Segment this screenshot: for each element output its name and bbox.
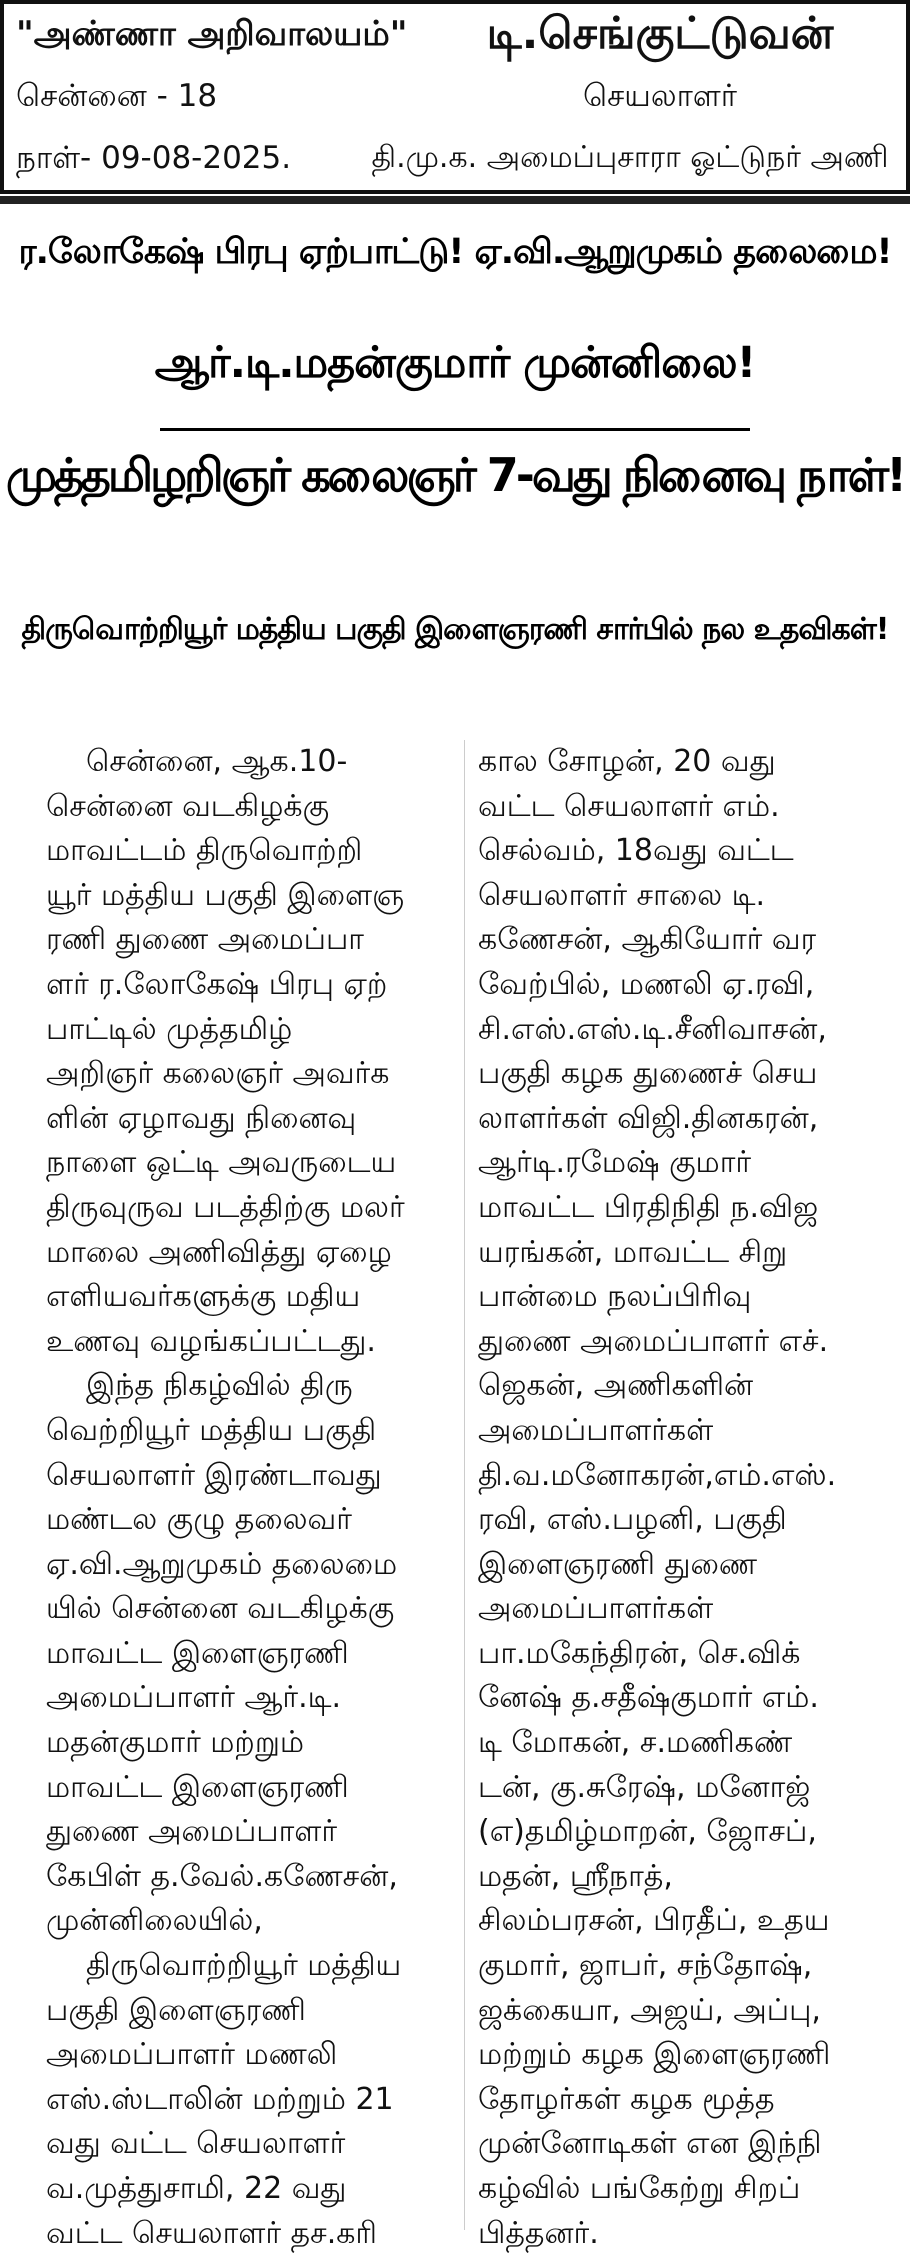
article-line: ளர் ர.லோகேஷ் பிரபு ஏற் — [46, 966, 388, 1002]
article-line: ரணி துணை அமைப்பா — [46, 922, 364, 958]
article-line: ஆர்டி.ரமேஷ் குமார் — [478, 1145, 752, 1181]
office-city: சென்னை - 18 — [16, 78, 218, 114]
article-line: செயலாளர் சாலை டி. — [478, 877, 766, 913]
article-column-left — [46, 740, 456, 2256]
article-line: டன், கு.சுரேஷ், மனோஜ் — [478, 1769, 811, 1805]
article-line: மாவட்ட இளைஞரணி — [46, 1769, 349, 1805]
article-line: தோழர்கள் கழக மூத்த — [478, 2081, 775, 2117]
article-line: பித்தனர். — [478, 2215, 599, 2251]
article-line: சென்னை, ஆக.10- — [86, 744, 348, 779]
article-line: எஸ்.ஸ்டாலின் மற்றும் 21 — [46, 2081, 394, 2117]
article-line: மண்டல குழு தலைவர் — [46, 1502, 352, 1538]
release-date: நாள்- 09-08-2025. — [16, 140, 292, 176]
article-line: எளியவர்களுக்கு மதிய — [46, 1279, 361, 1315]
article-line: லாளர்கள் விஜி.தினகரன், — [478, 1100, 819, 1136]
article-line: இளைஞரணி துணை — [478, 1546, 758, 1582]
article-line: யரங்கன், மாவட்ட சிறு — [478, 1234, 788, 1270]
article-line: அறிஞர் கலைஞர் அவர்க — [46, 1056, 390, 1092]
article-line: மதன்குமார் மற்றும் — [46, 1725, 305, 1761]
headline-organizers: ர.லோகேஷ் பிரபு ஏற்பாட்டு! ஏ.வி.ஆறுமுகம் தலைமை! — [18, 232, 892, 272]
headline-subtitle: திருவொற்றியூர் மத்திய பகுதி இளைஞரணி சார்பில் நல உதவிகள்! — [21, 612, 889, 647]
article-line: பகுதி கழக துணைச் செய — [478, 1056, 818, 1092]
article-line: ஜெகன், அணிகளின் — [478, 1368, 754, 1404]
article-line: மாவட்ட இளைஞரணி — [46, 1635, 349, 1671]
article-line: சி.எஸ்.எஸ்.டி.சீனிவாசன், — [478, 1011, 827, 1047]
article-line: தி.வ.மனோகரன்,எம்.எஸ். — [478, 1457, 837, 1493]
article-column-right — [478, 740, 910, 2256]
article-line: செயலாளர் இரண்டாவது — [46, 1457, 382, 1493]
article-line: சிலம்பரசன், பிரதீப், உதய — [478, 1903, 830, 1939]
office-name: "அண்ணா அறிவாலயம்" — [16, 14, 408, 54]
article-line: துணை அமைப்பாளர் — [46, 1814, 338, 1850]
article-line: ஏ.வி.ஆறுமுகம் தலைமை — [46, 1546, 398, 1582]
article-line: வட்ட செயலாளர் தச.கரி — [46, 2215, 378, 2251]
headline-main: முத்தமிழறிஞர் கலைஞர் 7-வது நினைவு நாள்! — [5, 448, 905, 502]
article-line: முன்னோடிகள் என இந்நி — [478, 2126, 822, 2162]
article-line: கால சோழன், 20 வது — [478, 744, 776, 779]
sender-title: செயலாளர் — [583, 78, 737, 114]
column-divider — [464, 740, 465, 2230]
article-line: மாவட்டம் திருவொற்றி — [46, 833, 363, 869]
article-line: ஜக்கையா, அஜய், அப்பு, — [478, 1992, 821, 2028]
article-line: உணவு வழங்கப்பட்டது. — [46, 1323, 376, 1359]
article-line: துணை அமைப்பாளர் எச். — [478, 1323, 829, 1359]
article-line: கழ்வில் பங்கேற்று சிறப் — [478, 2171, 801, 2206]
article-line: வெற்றியூர் மத்திய பகுதி — [46, 1412, 377, 1448]
article-line: மதன், ஸ்ரீநாத், — [478, 1858, 673, 1894]
article-line: பகுதி இளைஞரணி — [46, 1992, 306, 2028]
article-line: யில் சென்னை வடகிழக்கு — [46, 1591, 395, 1627]
article-line: நாளை ஒட்டி அவருடைய — [46, 1145, 397, 1181]
article-line: வ.முத்துசாமி, 22 வது — [46, 2171, 347, 2206]
article-line: மாவட்ட பிரதிநிதி ந.விஜ — [478, 1189, 819, 1225]
article-line: திருவுருவ படத்திற்கு மலர் — [46, 1189, 405, 1225]
article-line: வட்ட செயலாளர் எம். — [478, 788, 780, 824]
article-line: (எ)தமிழ்மாறன், ஜோசப், — [478, 1814, 817, 1850]
article-line: அமைப்பாளர்கள் — [478, 1412, 714, 1448]
article-line: ளின் ஏழாவது நினைவு — [46, 1100, 357, 1136]
article-line: அமைப்பாளர் ஆர்.டி. — [46, 1680, 342, 1716]
article-line: வேற்பில், மணலி ஏ.ரவி, — [478, 966, 815, 1002]
article-line: கணேசன், ஆகியோர் வர — [478, 922, 817, 958]
article-line: டி மோகன், ச.மணிகண் — [478, 1725, 793, 1761]
article-line: ரவி, எஸ்.பழனி, பகுதி — [478, 1502, 787, 1538]
sender-wing: தி.மு.க. அமைப்புசாரா ஓட்டுநர் அணி — [371, 140, 889, 175]
article-line: முன்னிலையில், — [46, 1903, 263, 1939]
article-line: பான்மை நலப்பிரிவு — [478, 1279, 752, 1315]
article-line: திருவொற்றியூர் மத்திய — [86, 1948, 402, 1984]
article-line: அமைப்பாளர்கள் — [478, 1591, 714, 1627]
article-line: பாட்டில் முத்தமிழ் — [46, 1011, 293, 1047]
headline-presence: ஆர்.டி.மதன்குமார் முன்னிலை! — [154, 338, 756, 388]
article-line: செல்வம், 18வது வட்ட — [478, 833, 794, 869]
article-line: னேஷ் த.சதீஷ்குமார் எம். — [478, 1680, 819, 1716]
article-line: வது வட்ட செயலாளர் — [46, 2126, 346, 2162]
article-line: மற்றும் கழக இளைஞரணி — [478, 2037, 831, 2073]
article-line: மாலை அணிவித்து ஏழை — [46, 1234, 392, 1270]
sender-name: டி.செங்குட்டுவன் — [486, 8, 834, 59]
article-line: பா.மகேந்திரன், செ.விக் — [478, 1635, 801, 1671]
headline-underline — [160, 428, 750, 431]
masthead — [0, 0, 910, 200]
article-line: அமைப்பாளர் மணலி — [46, 2037, 338, 2073]
article-line: குமார், ஜாபர், சந்தோஷ், — [478, 1948, 813, 1984]
article-line: சென்னை வடகிழக்கு — [46, 788, 330, 824]
article-line: இந்த நிகழ்வில் திரு — [86, 1368, 353, 1404]
article-line: கேபிள் த.வேல்.கணேசன், — [46, 1858, 398, 1894]
article-line: யூர் மத்திய பகுதி இளைஞ — [46, 877, 405, 913]
masthead-rule — [0, 196, 910, 204]
